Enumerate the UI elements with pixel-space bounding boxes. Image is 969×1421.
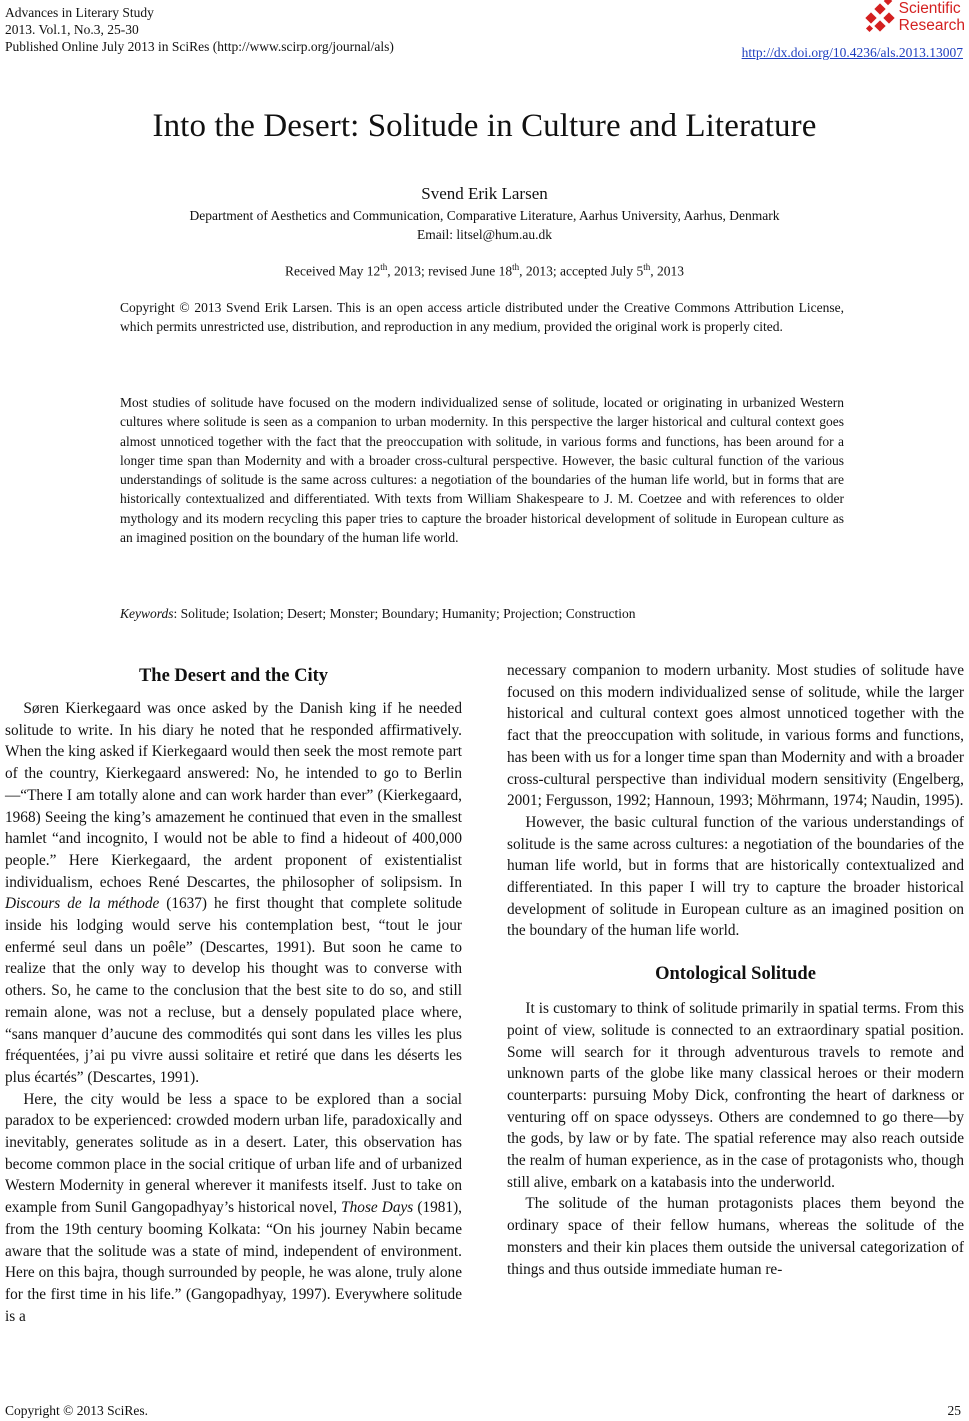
page-number: 25 [947,1403,961,1418]
left-column [5,660,462,1327]
article-dates: Received May 12th, 2013; revised June 18th, 2013; accepted July 5th, 2013 [285,262,684,279]
journal-name: Advances in Literary Study [5,5,154,20]
author-email: Email: litsel@hum.au.dk [416,227,553,242]
paragraph: However, the basic cultural function of the various understandings of solitude is the same across cultures: a negotiation of the boundaries of the human life world, but in forms that are historically contextualized and differentiated. In this paper I will try to capture the broader historical development of solitude in European culture as an imagined position on the boundary of the human life world. [507,813,964,940]
footer-copyright: Copyright © 2013 SciRes. [5,1403,149,1418]
abstract: Most studies of solitude have focused on the modern individualized sense of solitude, located or originating in urbanized Western cultures where solitude is seen as a companion to urban modernity. In this perspective the larger historical and cultural context goes almost unnoticed together with the fact that the preoccupation with solitude, in various forms and functions, has been around for a longer time span than Modernity and with a broader cross-cultural perspective. However, the basic cultural function of the various understandings of solitude is the same across cultures: a negotiation of the boundaries of the human life world, but in forms that are historically contextualized and differentiated. With texts from William Shakespeare to J. M. Coetzee and with references to older mythology and its modern recycling this paper tries to capture the broader historical development of solitude in European culture as an imagined position on the boundary of the human life world. [120,395,844,546]
section-heading-desert-city: The Desert and the City [138,666,329,686]
doi-link[interactable]: http://dx.doi.org/10.4236/als.2013.13007 [741,45,963,60]
paragraph: Søren Kierkegaard was once asked by the Danish king if he needed solitude to write. In his diary he noted that he responded affirmatively. When the king asked if Kierkegaard would then seek the most remote part of the country, Kierkegaard answered: No, he intended to go to Berlin—“There I am totally alone and can work harder than ever” (Kierkegaard, 1968) Seeing the king’s amazement he continued that even in the smallest hamlet “and incognito, I would not be able to find a hideout of 400,000 people.” Here Kierkegaard, the ardent proponent of existentialist individualism, echoes René Descartes, the philosopher of solipsism. In Discours de la méthode (1637) he first thought that complete solitude inside his lodging would serve his contemplation best, “tout le jour enfermé seul dans un poêle” (Descartes, 1991). But soon he came to realize that the only way to develop his thought was to converse with others. So, he came to the conclusion that the best site to do so, and still remain alone, was not a recluse, but a densely populated place where, “sans manquer d’aucune des commodités qui sont dans les villes les plus fréquentées, j’ai pu vivre aussi solitaire et retiré que dans les déserts les plus écartés” (Descartes, 1991). [5,700,463,1086]
article-title: Into the Desert: Solitude in Culture and Literature [152,108,817,144]
section-heading-ontological-solitude: Ontological Solitude [655,964,816,985]
paragraph: necessary companion to modern urbanity. Most studies of solitude have focused on this modern individualized sense of solitude, while the larger historical and cultural context goes almost unnoticed together with the fact that the preoccupation with solitude, in various forms and functions, has been with us for a longer time span than Modernity and with a broader cross-cultural perspective than individual modern sensitivity (Engelberg, 2001; Fergusson, 1992; Hannoun, 1993; Möhrmann, 1974; Naudin, 1995). [507,662,964,810]
journal-volume: 2013. Vol.1, No.3, 25-30 [5,22,139,37]
paragraph: It is customary to think of solitude primarily in spatial terms. From this point of view, solitude is connected to an extraordinary spatial position. Some will search for it through adventurous travels to remote and unknown parts of the globe like many classical heroes or their modern counterparts: pursuing Moby Dick, confronting the heart of darkness or venturing off on space odysseys. Others are condemned to go there—by the gods, by law or by fate. The spatial reference may also reach outside the realm of human experience, as in the case of protagonists who, though still alive, embark on a katabasis into the underworld. [507,1000,964,1191]
publication-info: Published Online July 2013 in SciRes (http://www.scirp.org/journal/als) [5,39,394,54]
publisher-logo [863,0,965,34]
doi-container [742,45,963,61]
keywords-list: : Solitude; Isolation; Desert; Monster; Boundary; Humanity; Projection; Construction [173,606,636,621]
copyright-notice: Copyright © 2013 Svend Erik Larsen. This is an open access article distributed under the Creative Commons Attribution License, which permits unrestricted use, distribution, and reproduction in any medium, provided the original work is properly cited. [120,300,844,335]
scientific-research-logo-icon [863,0,897,34]
keywords-label: Keywords [120,606,174,621]
right-column [507,660,964,1280]
paragraph: The solitude of the human protagonists places them beyond the ordinary space of their fellow humans, whereas the solitude of the monsters and their kin places them outside the universal categorization of things and thus outside immediate human re- [507,1195,964,1278]
running-header [5,4,394,55]
author-affiliation: Department of Aesthetics and Communication, Comparative Literature, Aarhus University, Aarhus, Denmark [189,208,780,223]
author-name: Svend Erik Larsen [421,184,548,203]
paragraph: Here, the city would be less a space to be explored than a social paradox to be experienced: crowded modern urban life, paradoxically and inevitably, generates solitude as in a desert. Later, this observation has become common place in the social critique of urban life and of urbanized Western Modernity in general wherever it manifests itself. Just to take on example from Sunil Gangopadhyay’s historical novel, Those Days (1981), from the 19th century booming Kolkata: “On his journey Nabin became aware that the solitude was a state of mind, independent of environment. Here on this bajra, though surrounded by people, he was alone, truly alone for the first time in his life.” (Gangopadhyay, 1997). Everywhere solitude is a [5,1090,462,1325]
logo-line-2: Research [898,17,965,34]
logo-line-1: Scientific [898,0,961,17]
keywords [120,604,844,623]
